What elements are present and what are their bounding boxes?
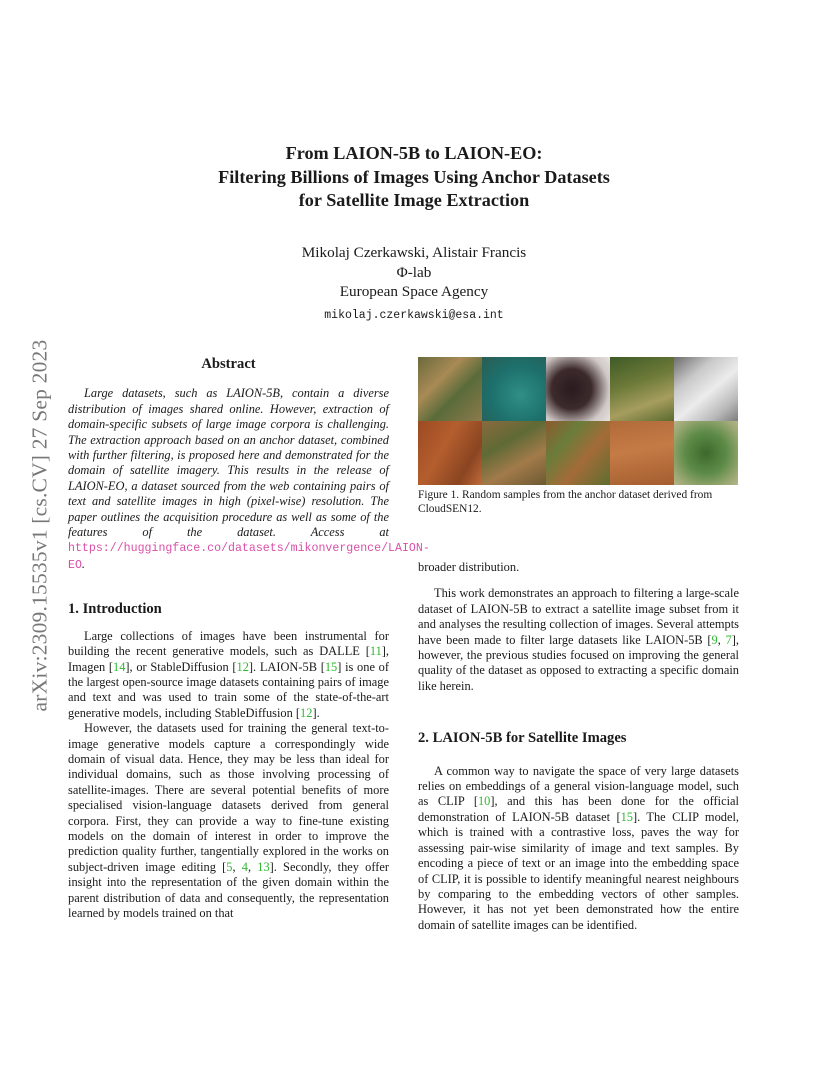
figure-1-image-grid [418,357,738,485]
satellite-sample-image [482,421,546,485]
paper-title [120,142,708,213]
satellite-sample-image [674,421,738,485]
citation-link[interactable]: 12 [236,659,249,674]
abstract-body-text: Large datasets, such as LAION-5B, contain a diverse distribution of images shared online. However, extraction of domain-specific subsets of large image corpora is challenging. The extraction approach based on an anchor dataset, combined with further filtering, is proposed here and demonstrated for the domain of satellite imagery. This results in the release of LAION-EO, a dataset sourced from the web containing pairs of text and satellite images in high (pixel-wise) resolution. The paper outlines the acquisition procedure as well as some of the features of the dataset. Access at [68,386,389,540]
author-agency: European Space Agency [339,283,489,300]
arxiv-stamp: arXiv:2309.15535v1 [cs.CV] 27 Sep 2023 [27,339,52,711]
satellite-sample-image [482,357,546,421]
author-names: Mikolaj Czerkawski, Alistair Francis [301,244,527,261]
title-line-1: From LAION-5B to LAION-EO: [285,143,543,163]
abstract-end: . [81,556,86,571]
citation-link[interactable]: 10 [477,794,491,809]
continued-text: broader distribution. [418,560,520,574]
section-1-heading: 1. Introduction [68,601,162,618]
satellite-sample-image [546,357,610,421]
satellite-sample-image [610,421,674,485]
citation-separator: , [717,632,726,647]
left-column [68,356,430,921]
abstract-text [68,386,430,573]
section-2-heading: 2. LAION-5B for Satellite Images [418,730,627,747]
author-block [120,243,708,325]
right-p1-text-b: ], however, the previous studies focused on improving the general quality of the dataset as opposed to extracting a specific domain like herein. [418,632,739,693]
satellite-sample-image [418,421,482,485]
section-2-text-a: A common way to navigate the space of very large datasets relies on embeddings of a general vision-language model, such as CLIP [ [418,763,739,809]
intro-p1-text-c: ], or StableDiffusion [ [125,659,237,674]
author-email: mikolaj.czerkawski@esa.int [324,308,504,322]
satellite-sample-image [674,357,738,421]
citation-link[interactable]: 14 [113,659,126,674]
intro-p2-text-a: However, the datasets used for training the general text-to-image generative models capture a correspondingly wide domain of visual data. Hence, they may be less than ideal for individual domains, such as those involving processing of satellite-images. There are several potential benefits of more specialised vision-language datasets derived from general corpora. First, they can provide a way to fine-tune existing models on the domain of interest in order to improve the prediction quality further, tangentially explored in the works on subject-driven image editing [ [68,721,389,874]
intro-paragraph-2 [68,721,389,921]
intro-paragraph-1 [68,629,389,721]
author-lab: Φ-lab [396,263,432,281]
section-2-text-b: ], and this has been done for the official demonstration of LAION-5B dataset [ [418,794,739,824]
dataset-link[interactable]: https://huggingface.co/datasets/mikonvergence/LAION-EO [68,542,430,572]
citation-link[interactable]: 9 [711,632,718,647]
right-column [418,560,739,933]
citation-separator: , [247,859,258,874]
citation-link[interactable]: 4 [241,859,248,874]
intro-p2-text-b: ]. Secondly, they offer insight into the representation of the given domain within the parent distribution of data and consequently, the representation learned by models trained on that [68,859,390,920]
intro-p1-text-a: Large collections of images have been instrumental for building the recent generative models, such as DALLE [ [68,628,389,659]
intro-p1-text-d: ]. LAION-5B [ [248,659,325,674]
intro-p1-text-f: ]. [312,705,320,720]
satellite-sample-image [610,357,674,421]
satellite-sample-image [418,357,482,421]
arxiv-stamp-container [18,290,62,760]
right-p1-text-a: This work demonstrates an approach to filtering a large-scale dataset of LAION-5B to extract a satellite image subset from it and analyses the resulting collection of images. Several attempts have been made to filter large datasets like LAION-5B [ [418,586,739,647]
citation-separator: , [232,859,242,874]
citation-link[interactable]: 7 [725,632,732,647]
intro-p1-text-b: ], Imagen [ [68,644,389,674]
title-line-3: for Satellite Image Extraction [298,190,530,210]
citation-link[interactable]: 11 [369,644,382,659]
citation-link[interactable]: 13 [257,859,270,874]
citation-link[interactable]: 5 [226,859,233,874]
right-paragraph-1 [418,586,739,694]
citation-link[interactable]: 15 [620,809,633,824]
section-2-text-c: ]. The CLIP model, which is trained with a contrastive loss, paves the way for assessing pair-wise similarity of image and text samples. By encoding a piece of text or an image into the embedding space of CLIP, it is possible to identify meaningful nearest neighbours by comparing to the embedding vectors of other samples. However, it has not yet been demonstrated how the entire domain of satellite images can be identified. [418,809,739,932]
intro-p1-text-e: ] is one of the largest open-source image datasets containing pairs of image and text and was used to train some of the state-of-the-art generative models, including StableDiffusion [ [68,659,389,720]
section-2-paragraph [418,764,739,933]
title-line-2: Filtering Billions of Images Using Anchor Datasets [218,166,610,187]
figure-1-caption: Figure 1. Random samples from the anchor dataset derived from CloudSEN12. [418,489,713,516]
abstract-heading: Abstract [201,356,256,372]
citation-link[interactable]: 12 [300,705,313,720]
citation-link[interactable]: 15 [324,659,338,674]
satellite-sample-image [546,421,610,485]
